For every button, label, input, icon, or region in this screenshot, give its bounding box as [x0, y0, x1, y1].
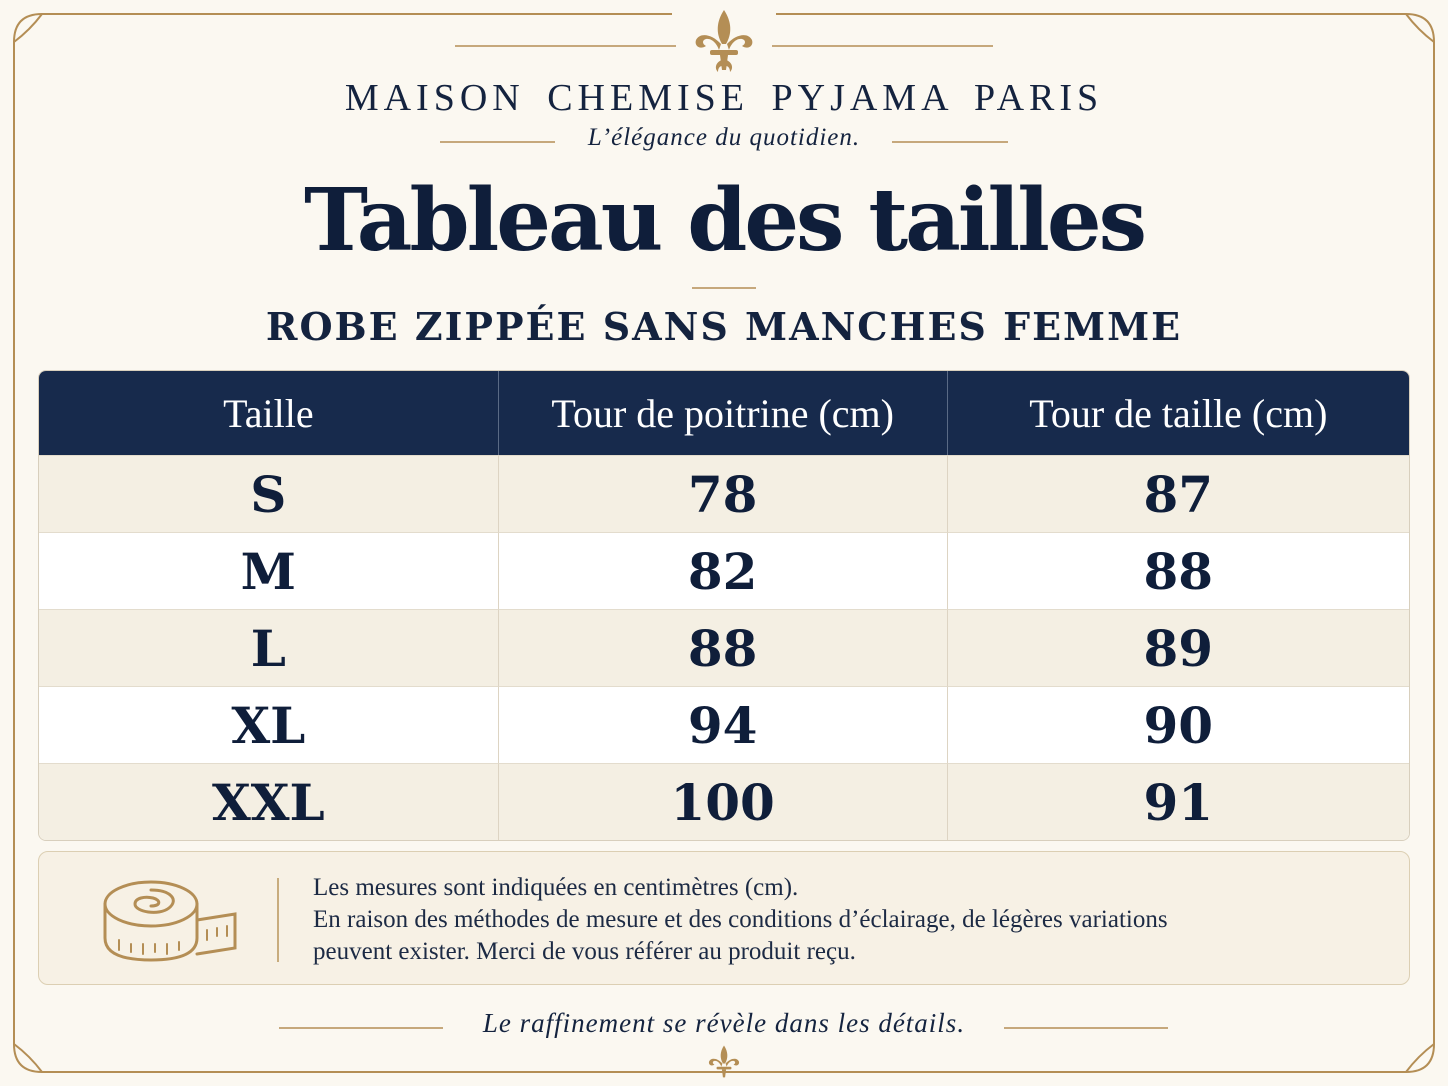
table-row: [39, 455, 1409, 532]
waist-cell: 87: [948, 455, 1409, 532]
fleur-de-lis-icon: [707, 1044, 741, 1082]
brand-name: MAISON CHEMISE PYJAMA PARIS: [344, 77, 1104, 119]
chest-cell: 100: [499, 763, 948, 840]
note-line: En raison des méthodes de mesure et des conditions d’éclairage, de légères variations: [313, 906, 1168, 933]
brand-tagline: L’élégance du quotidien.: [587, 124, 861, 151]
footer-slogan: Le raffinement se révèle dans les détails.: [482, 1008, 966, 1038]
size-cell: M: [39, 532, 499, 609]
column-header-waist: Tour de taille (cm): [948, 371, 1409, 455]
measuring-tape-icon: [99, 876, 239, 966]
chest-cell: 82: [499, 532, 948, 609]
measurement-note-text: [313, 872, 1393, 968]
size-cell: L: [39, 609, 499, 686]
size-cell: S: [39, 455, 499, 532]
chest-cell: 94: [499, 686, 948, 763]
page-title: Tableau des tailles: [304, 170, 1144, 271]
table-row: [39, 609, 1409, 686]
column-header-chest: Tour de poitrine (cm): [499, 371, 948, 455]
note-divider: [277, 878, 279, 962]
note-line: peuvent exister. Merci de vous référer au produit reçu.: [313, 938, 856, 965]
table-row: [39, 532, 1409, 609]
table-row: [39, 763, 1409, 840]
measurement-note-box: [38, 851, 1410, 985]
size-cell: XXL: [39, 763, 499, 840]
waist-cell: 91: [948, 763, 1409, 840]
product-subtitle: ROBE ZIPPÉE SANS MANCHES FEMME: [265, 304, 1183, 349]
size-table: [38, 370, 1410, 841]
column-header-size: Taille: [39, 371, 499, 455]
size-cell: XL: [39, 686, 499, 763]
chest-cell: 78: [499, 455, 948, 532]
waist-cell: 88: [948, 532, 1409, 609]
waist-cell: 89: [948, 609, 1409, 686]
fleur-de-lis-icon: [692, 8, 756, 78]
table-header-row: [39, 371, 1409, 455]
table-row: [39, 686, 1409, 763]
waist-cell: 90: [948, 686, 1409, 763]
note-line: Les mesures sont indiquées en centimètres (cm).: [313, 874, 799, 901]
chest-cell: 88: [499, 609, 948, 686]
